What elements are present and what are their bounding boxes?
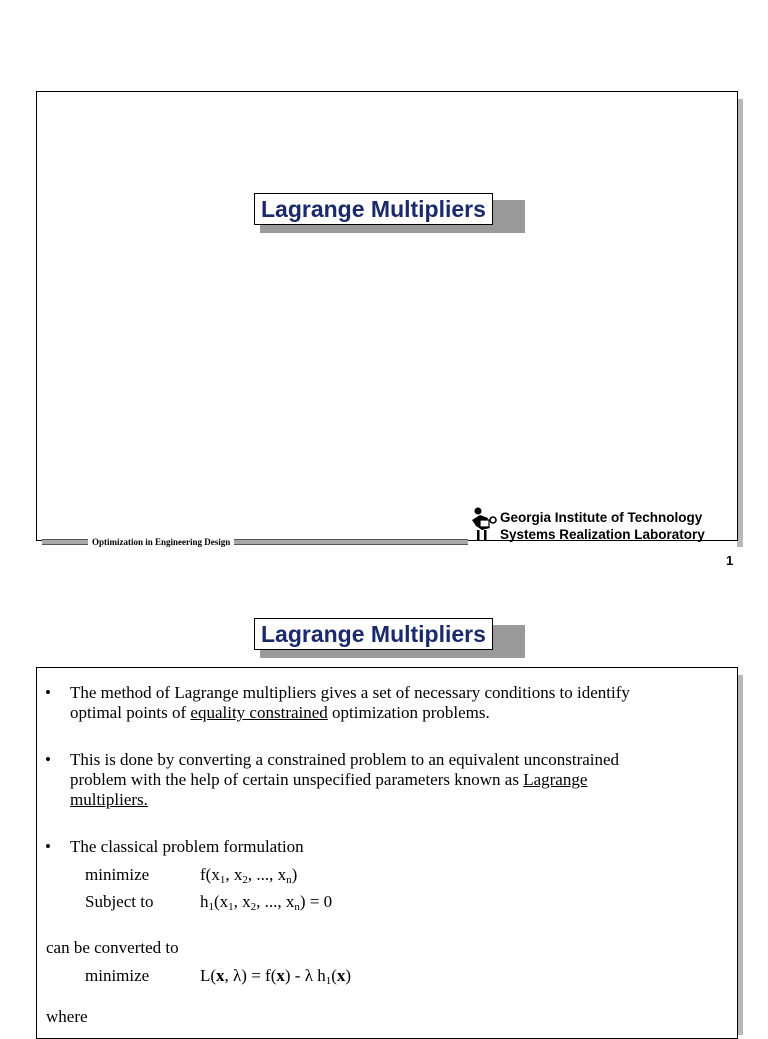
- bullet-1: [70, 683, 630, 723]
- term-multipliers: multipliers.: [70, 790, 148, 809]
- bullet-3: The classical problem formulation: [70, 837, 304, 856]
- institution-line-1: Georgia Institute of Technology: [500, 510, 703, 525]
- text: optimization problems.: [327, 703, 490, 722]
- georgia-tech-logo-icon: [468, 506, 498, 542]
- subject-to-label: Subject to: [85, 892, 154, 911]
- bullet-marker: •: [45, 683, 51, 702]
- institution-name: [500, 509, 705, 543]
- text: optimal points of: [70, 703, 191, 722]
- bullet-2: [70, 750, 619, 810]
- bullet-2-line-2: [70, 770, 619, 790]
- bullet-1-line-2: [70, 703, 630, 723]
- slide-1: [36, 91, 738, 541]
- bullet-2-line-1: This is done by converting a constrained problem to an equivalent unconstrained: [70, 750, 620, 769]
- where-label: where: [46, 1007, 88, 1026]
- slide-2-title: Lagrange Multipliers: [254, 618, 493, 650]
- constraint-function: $h_1(x_1$, $x_2$, ..., $x_n) = 0$: [200, 892, 333, 913]
- institution-line-2: Systems Realization Laboratory: [500, 527, 705, 542]
- lagrangian-function: L(x, λ) = f(x) - λ $h_1(x)$: [200, 966, 352, 987]
- bullet-marker: •: [45, 750, 51, 769]
- slide-1-title: Lagrange Multipliers: [254, 193, 493, 225]
- term-lagrange: Lagrange: [523, 770, 588, 789]
- bullet-2-line-3: [70, 790, 619, 810]
- page-number: 1: [726, 553, 734, 568]
- converted-label: can be converted to: [46, 938, 179, 957]
- bullet-marker: •: [45, 837, 51, 856]
- text: problem with the help of certain unspecified parameters known as: [70, 770, 524, 789]
- minimize-label-2: minimize: [85, 966, 150, 985]
- minimize-label: minimize: [85, 865, 150, 884]
- objective-function: $f(x_1$, $x_2$, ..., $x_n$): [200, 865, 298, 886]
- footer-course-name: Optimization in Engineering Design: [88, 537, 234, 547]
- term-equality-constrained: equality constrained: [190, 703, 328, 722]
- bullet-1-line-1: The method of Lagrange multipliers gives a set of necessary conditions to identify: [70, 683, 630, 702]
